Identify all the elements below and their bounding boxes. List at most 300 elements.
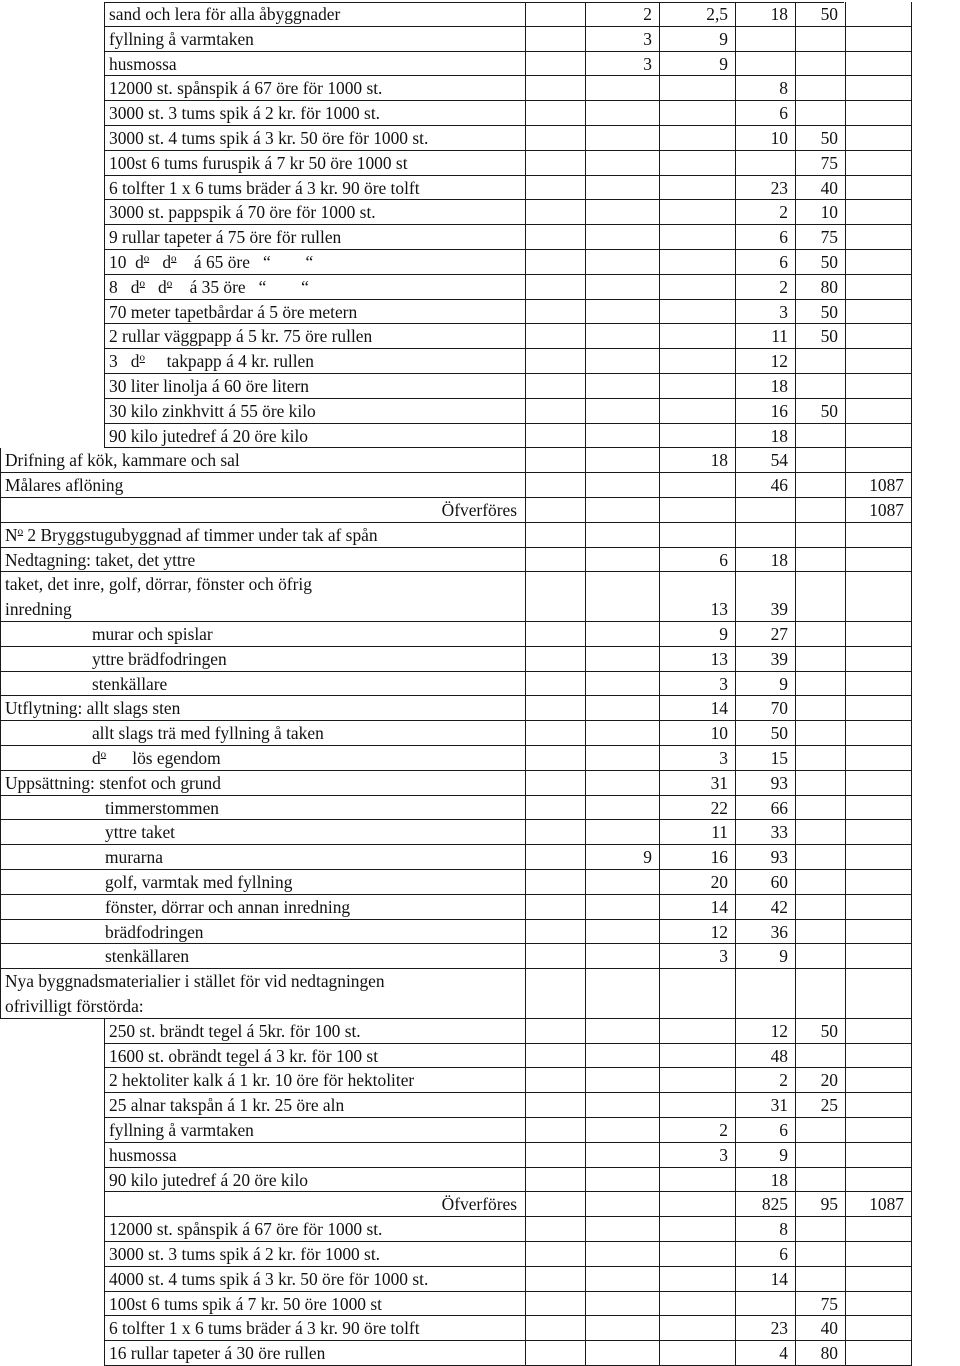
amount-cell-4: 9: [736, 672, 796, 696]
amount-cell-1: [526, 2, 586, 26]
table-row: [104, 1044, 912, 1069]
amount-cell-5: [796, 424, 846, 448]
table-row: [0, 523, 912, 548]
amount-cell-5: [796, 647, 846, 671]
amount-cell-2: [586, 721, 660, 745]
amount-cell-2: [586, 151, 660, 175]
amount-cell-2: [586, 448, 660, 472]
amount-cell-6: [846, 27, 912, 51]
amount-cell-4: 12: [736, 349, 796, 373]
amount-cell-6: [846, 845, 912, 869]
amount-cell-5: [796, 473, 846, 497]
amount-cell-5: [796, 52, 846, 76]
row-description: Öfverföres: [104, 1192, 526, 1216]
amount-cell-3: [660, 225, 736, 249]
amount-cell-3: [660, 1217, 736, 1241]
amount-cell-1: [526, 300, 586, 324]
amount-cell-5: 40: [796, 176, 846, 200]
table-row: [104, 126, 912, 151]
amount-cell-4: 9: [736, 944, 796, 968]
table-row: [0, 796, 912, 821]
amount-cell-5: 50: [796, 399, 846, 423]
amount-cell-6: 1087: [846, 473, 912, 497]
amount-cell-5: 75: [796, 1292, 846, 1316]
amount-cell-4: 31: [736, 1093, 796, 1117]
amount-cell-1: [526, 771, 586, 795]
amount-cell-3: 31: [660, 771, 736, 795]
amount-cell-4: 2: [736, 1068, 796, 1092]
table-row: [104, 1118, 912, 1143]
amount-cell-3: 13: [660, 572, 736, 621]
row-description: $d^o$ lös egendom: [0, 746, 526, 770]
amount-cell-3: [660, 101, 736, 125]
row-description: Nedtagning: taket, det yttre: [0, 548, 526, 572]
amount-cell-1: [526, 151, 586, 175]
row-description: 2 hektoliter kalk á 1 kr. 10 öre för hektoliter: [104, 1068, 526, 1092]
amount-cell-5: [796, 721, 846, 745]
amount-cell-4: 6: [736, 1118, 796, 1142]
amount-cell-6: [846, 200, 912, 224]
amount-cell-6: [846, 1316, 912, 1340]
table-row: [0, 448, 912, 473]
row-description: yttre taket: [0, 820, 526, 844]
row-description: 9 rullar tapeter á 75 öre för rullen: [104, 225, 526, 249]
amount-cell-1: [526, 374, 586, 398]
amount-cell-3: [660, 349, 736, 373]
amount-cell-4: [736, 151, 796, 175]
table-row: [0, 969, 912, 1019]
amount-cell-2: [586, 374, 660, 398]
row-description: sand och lera för alla åbyggnader: [104, 2, 526, 26]
amount-cell-3: [660, 275, 736, 299]
amount-cell-5: [796, 771, 846, 795]
row-description: 3 $d^o$ takpapp á 4 kr. rullen: [104, 349, 526, 373]
amount-cell-3: [660, 76, 736, 100]
amount-cell-2: [586, 126, 660, 150]
amount-cell-4: 18: [736, 548, 796, 572]
amount-cell-4: 70: [736, 696, 796, 720]
amount-cell-5: [796, 944, 846, 968]
amount-cell-6: [846, 374, 912, 398]
amount-cell-3: [660, 1316, 736, 1340]
amount-cell-4: 66: [736, 796, 796, 820]
row-description: 30 liter linolja á 60 öre litern: [104, 374, 526, 398]
amount-cell-3: [660, 176, 736, 200]
amount-cell-2: [586, 1044, 660, 1068]
amount-cell-5: [796, 622, 846, 646]
amount-cell-5: [796, 101, 846, 125]
amount-cell-6: [846, 448, 912, 472]
amount-cell-6: [846, 523, 912, 547]
row-description: Drifning af kök, kammare och sal: [0, 448, 526, 472]
amount-cell-1: [526, 200, 586, 224]
row-description: 2 rullar väggpapp á 5 kr. 75 öre rullen: [104, 324, 526, 348]
amount-cell-5: [796, 920, 846, 944]
amount-cell-2: [586, 622, 660, 646]
amount-cell-4: 15: [736, 746, 796, 770]
amount-cell-2: [586, 349, 660, 373]
amount-cell-5: 75: [796, 151, 846, 175]
amount-cell-6: [846, 1118, 912, 1142]
amount-cell-6: [846, 944, 912, 968]
row-description: 8 $d^o$ $d^o$ á 35 öre “ “: [104, 275, 526, 299]
table-row: [0, 622, 912, 647]
amount-cell-1: [526, 399, 586, 423]
amount-cell-3: [660, 1019, 736, 1043]
amount-cell-6: [846, 920, 912, 944]
amount-cell-2: [586, 820, 660, 844]
amount-cell-1: [526, 349, 586, 373]
amount-cell-2: 2: [586, 2, 660, 26]
amount-cell-6: 1087: [846, 498, 912, 522]
amount-cell-4: 18: [736, 424, 796, 448]
amount-cell-1: [526, 27, 586, 51]
amount-cell-2: [586, 572, 660, 621]
table-row: [104, 176, 912, 201]
row-description: 3000 st. 3 tums spik á 2 kr. för 1000 st.: [104, 101, 526, 125]
table-row: [104, 1068, 912, 1093]
amount-cell-2: [586, 870, 660, 894]
row-description: fönster, dörrar och annan inredning: [0, 895, 526, 919]
row-description: husmossa: [104, 52, 526, 76]
table-row: [0, 721, 912, 746]
table-row: [104, 151, 912, 176]
row-description: Nya byggnadsmaterialier i stället för vid nedtagningen ofrivilligt förstörda:: [0, 969, 526, 1018]
amount-cell-5: [796, 572, 846, 621]
table-row: [104, 1292, 912, 1317]
amount-cell-2: [586, 548, 660, 572]
amount-cell-6: [846, 969, 912, 1018]
amount-cell-6: [846, 870, 912, 894]
amount-cell-1: [526, 225, 586, 249]
table-row: [104, 1341, 912, 1366]
amount-cell-1: [526, 672, 586, 696]
amount-cell-5: [796, 1267, 846, 1291]
table-row: [0, 473, 912, 498]
amount-cell-2: [586, 895, 660, 919]
amount-cell-5: 50: [796, 300, 846, 324]
amount-cell-3: [660, 324, 736, 348]
amount-cell-1: [526, 895, 586, 919]
amount-cell-6: [846, 548, 912, 572]
table-row: [0, 647, 912, 672]
amount-cell-1: [526, 1168, 586, 1192]
amount-cell-5: [796, 845, 846, 869]
amount-cell-6: [846, 424, 912, 448]
table-row: [104, 76, 912, 101]
amount-cell-2: [586, 523, 660, 547]
row-description: yttre brädfodringen: [0, 647, 526, 671]
amount-cell-1: [526, 969, 586, 1018]
amount-cell-4: 50: [736, 721, 796, 745]
amount-cell-1: [526, 548, 586, 572]
amount-cell-4: 93: [736, 771, 796, 795]
amount-cell-2: 3: [586, 52, 660, 76]
table-row: [104, 1192, 912, 1217]
amount-cell-6: [846, 101, 912, 125]
amount-cell-4: 825: [736, 1192, 796, 1216]
amount-cell-4: 4: [736, 1341, 796, 1365]
amount-cell-1: [526, 647, 586, 671]
amount-cell-1: [526, 1242, 586, 1266]
amount-cell-1: [526, 870, 586, 894]
amount-cell-4: [736, 52, 796, 76]
amount-cell-1: [526, 622, 586, 646]
row-description: 12000 st. spånspik á 67 öre för 1000 st.: [104, 76, 526, 100]
row-description: 3000 st. 4 tums spik á 3 kr. 50 öre för 1000 st.: [104, 126, 526, 150]
table-row: [104, 1316, 912, 1341]
amount-cell-2: [586, 225, 660, 249]
amount-cell-6: [846, 1242, 912, 1266]
table-row: [104, 1267, 912, 1292]
amount-cell-1: [526, 1068, 586, 1092]
table-row: [104, 1143, 912, 1168]
amount-cell-3: [660, 200, 736, 224]
amount-cell-3: 16: [660, 845, 736, 869]
table-row: [104, 424, 912, 449]
amount-cell-4: 10: [736, 126, 796, 150]
amount-cell-4: 27: [736, 622, 796, 646]
amount-cell-4: 2: [736, 275, 796, 299]
row-description: taket, det inre, golf, dörrar, fönster och öfrig inredning: [0, 572, 526, 621]
amount-cell-3: 11: [660, 820, 736, 844]
amount-cell-1: [526, 845, 586, 869]
table-row: [104, 1217, 912, 1242]
amount-cell-1: [526, 746, 586, 770]
row-description: Öfverföres: [0, 498, 526, 522]
amount-cell-6: [846, 696, 912, 720]
amount-cell-5: 50: [796, 250, 846, 274]
table-row: [104, 399, 912, 424]
amount-cell-1: [526, 76, 586, 100]
amount-cell-3: [660, 473, 736, 497]
amount-cell-4: 33: [736, 820, 796, 844]
amount-cell-4: 39: [736, 572, 796, 621]
amount-cell-6: [846, 1267, 912, 1291]
amount-cell-4: 42: [736, 895, 796, 919]
amount-cell-1: [526, 523, 586, 547]
amount-cell-1: [526, 820, 586, 844]
amount-cell-4: [736, 498, 796, 522]
table-row: [104, 1242, 912, 1267]
amount-cell-5: 80: [796, 275, 846, 299]
amount-cell-4: 36: [736, 920, 796, 944]
amount-cell-1: [526, 101, 586, 125]
amount-cell-2: [586, 1192, 660, 1216]
amount-cell-2: [586, 176, 660, 200]
amount-cell-6: [846, 746, 912, 770]
amount-cell-6: 1087: [846, 1192, 912, 1216]
amount-cell-5: 20: [796, 1068, 846, 1092]
amount-cell-3: 3: [660, 1143, 736, 1167]
amount-cell-3: 14: [660, 895, 736, 919]
row-description: 6 tolfter 1 x 6 tums bräder á 3 kr. 90 öre tolft: [104, 176, 526, 200]
amount-cell-2: [586, 498, 660, 522]
row-description: stenkällaren: [0, 944, 526, 968]
amount-cell-3: [660, 250, 736, 274]
amount-cell-5: [796, 672, 846, 696]
amount-cell-6: [846, 771, 912, 795]
amount-cell-1: [526, 1267, 586, 1291]
amount-cell-5: [796, 523, 846, 547]
amount-cell-3: [660, 1242, 736, 1266]
row-description: 25 alnar takspån á 1 kr. 25 öre aln: [104, 1093, 526, 1117]
amount-cell-3: [660, 1068, 736, 1092]
amount-cell-3: 9: [660, 52, 736, 76]
amount-cell-1: [526, 721, 586, 745]
amount-cell-5: [796, 1217, 846, 1241]
table-row: [104, 300, 912, 325]
amount-cell-4: 11: [736, 324, 796, 348]
amount-cell-2: [586, 647, 660, 671]
amount-cell-6: [846, 2, 912, 26]
row-description: fyllning å varmtaken: [104, 27, 526, 51]
amount-cell-6: [846, 126, 912, 150]
amount-cell-2: [586, 473, 660, 497]
amount-cell-5: [796, 969, 846, 1018]
amount-cell-3: 22: [660, 796, 736, 820]
amount-cell-1: [526, 448, 586, 472]
row-description: 1600 st. obrändt tegel á 3 kr. för 100 st: [104, 1044, 526, 1068]
amount-cell-5: [796, 1044, 846, 1068]
amount-cell-3: [660, 1267, 736, 1291]
row-description: 100st 6 tums furuspik á 7 kr 50 öre 1000 st: [104, 151, 526, 175]
table-row: [104, 225, 912, 250]
amount-cell-5: 25: [796, 1093, 846, 1117]
amount-cell-3: [660, 424, 736, 448]
row-description: 3000 st. pappspik á 70 öre för 1000 st.: [104, 200, 526, 224]
amount-cell-6: [846, 151, 912, 175]
amount-cell-6: [846, 820, 912, 844]
amount-cell-4: 39: [736, 647, 796, 671]
amount-cell-1: [526, 920, 586, 944]
amount-cell-5: 50: [796, 2, 846, 26]
amount-cell-6: [846, 1019, 912, 1043]
table-row: [104, 324, 912, 349]
amount-cell-3: [660, 1192, 736, 1216]
row-description: 70 meter tapetbårdar á 5 öre metern: [104, 300, 526, 324]
amount-cell-5: 75: [796, 225, 846, 249]
row-description: 100st 6 tums spik á 7 kr. 50 öre 1000 st: [104, 1292, 526, 1316]
amount-cell-4: 6: [736, 1242, 796, 1266]
amount-cell-4: 46: [736, 473, 796, 497]
row-description: 16 rullar tapeter á 30 öre rullen: [104, 1341, 526, 1365]
row-description: murarna: [0, 845, 526, 869]
table-row: [0, 920, 912, 945]
amount-cell-5: 50: [796, 126, 846, 150]
amount-cell-3: [660, 1341, 736, 1365]
row-description: stenkällare: [0, 672, 526, 696]
amount-cell-2: [586, 250, 660, 274]
row-description: Uppsättning: stenfot och grund: [0, 771, 526, 795]
amount-cell-2: [586, 324, 660, 348]
amount-cell-3: [660, 1093, 736, 1117]
table-row: [104, 1093, 912, 1118]
amount-cell-2: [586, 1292, 660, 1316]
amount-cell-3: 2: [660, 1118, 736, 1142]
amount-cell-1: [526, 126, 586, 150]
amount-cell-5: 50: [796, 1019, 846, 1043]
amount-cell-5: [796, 349, 846, 373]
amount-cell-3: 3: [660, 746, 736, 770]
amount-cell-5: [796, 1143, 846, 1167]
amount-cell-2: [586, 399, 660, 423]
amount-cell-3: [660, 374, 736, 398]
amount-cell-3: [660, 969, 736, 1018]
row-description: 12000 st. spånspik á 67 öre för 1000 st.: [104, 1217, 526, 1241]
table-row: [104, 374, 912, 399]
amount-cell-3: 9: [660, 622, 736, 646]
amount-cell-2: [586, 944, 660, 968]
row-description: golf, varmtak med fyllning: [0, 870, 526, 894]
amount-cell-1: [526, 324, 586, 348]
amount-cell-3: 10: [660, 721, 736, 745]
amount-cell-6: [846, 300, 912, 324]
amount-cell-3: [660, 151, 736, 175]
amount-cell-6: [846, 176, 912, 200]
amount-cell-3: [660, 399, 736, 423]
amount-cell-6: [846, 52, 912, 76]
amount-cell-2: [586, 696, 660, 720]
amount-cell-2: [586, 76, 660, 100]
amount-cell-3: 3: [660, 944, 736, 968]
amount-cell-6: [846, 672, 912, 696]
amount-cell-3: [660, 1044, 736, 1068]
amount-cell-6: [846, 275, 912, 299]
amount-cell-1: [526, 1143, 586, 1167]
amount-cell-5: [796, 746, 846, 770]
amount-cell-4: 8: [736, 1217, 796, 1241]
amount-cell-5: [796, 796, 846, 820]
amount-cell-1: [526, 1217, 586, 1241]
amount-cell-6: [846, 622, 912, 646]
amount-cell-3: 20: [660, 870, 736, 894]
amount-cell-2: [586, 1093, 660, 1117]
amount-cell-3: 9: [660, 27, 736, 51]
amount-cell-2: [586, 920, 660, 944]
table-row: [104, 1168, 912, 1193]
amount-cell-3: 2,5: [660, 2, 736, 26]
amount-cell-4: 3: [736, 300, 796, 324]
row-description: 10 $d^o$ $d^o$ á 65 öre “ “: [104, 250, 526, 274]
amount-cell-5: [796, 1168, 846, 1192]
row-description: 6 tolfter 1 x 6 tums bräder á 3 kr. 90 öre tolft: [104, 1316, 526, 1340]
table-row: [104, 27, 912, 52]
amount-cell-1: [526, 275, 586, 299]
amount-cell-1: [526, 696, 586, 720]
amount-cell-6: [846, 399, 912, 423]
amount-cell-5: [796, 498, 846, 522]
amount-cell-1: [526, 176, 586, 200]
table-row: [0, 771, 912, 796]
amount-cell-4: 6: [736, 101, 796, 125]
amount-cell-4: 9: [736, 1143, 796, 1167]
row-description: 3000 st. 3 tums spik á 2 kr. för 1000 st.: [104, 1242, 526, 1266]
amount-cell-3: [660, 300, 736, 324]
amount-cell-2: [586, 1316, 660, 1340]
amount-cell-6: [846, 76, 912, 100]
row-description: Målares aflöning: [0, 473, 526, 497]
table-row: [0, 870, 912, 895]
row-description: husmossa: [104, 1143, 526, 1167]
amount-cell-2: [586, 771, 660, 795]
table-row: [104, 275, 912, 300]
amount-cell-1: [526, 424, 586, 448]
amount-cell-6: [846, 1093, 912, 1117]
amount-cell-2: [586, 1217, 660, 1241]
amount-cell-5: 10: [796, 200, 846, 224]
amount-cell-4: 8: [736, 76, 796, 100]
